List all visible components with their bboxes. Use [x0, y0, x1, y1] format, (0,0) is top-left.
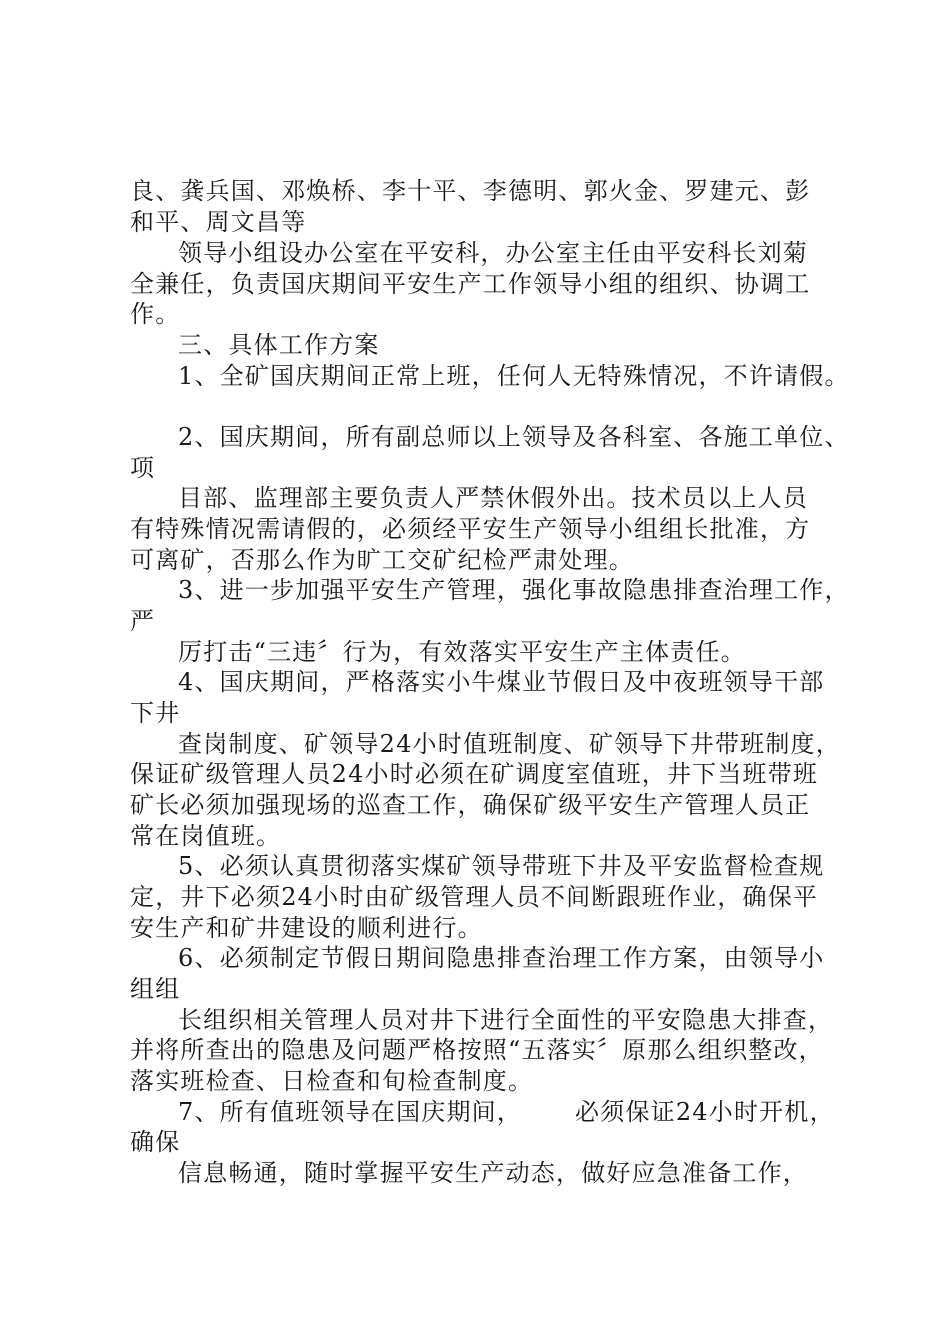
text-line: 项 [130, 454, 156, 482]
text-line: 矿长必须加强现场的巡查工作，确保矿级平安生产管理人员正 [130, 791, 811, 819]
text-line: 安生产和矿井建设的顺利进行。 [130, 914, 483, 942]
text-line: 7、所有值班领导在国庆期间， 必须保证24小时开机， [178, 1098, 835, 1126]
text-line: 5、必须认真贯彻落实煤矿领导带班下井及平安监督检查规 [178, 852, 825, 880]
text-line: 可离矿，否那么作为旷工交矿纪检严肃处理。 [130, 546, 634, 574]
text-line: 目部、监理部主要负责人严禁休假外出。技术员以上人员 [178, 484, 808, 512]
text-line: 4、国庆期间，严格落实小牛煤业节假日及中夜班领导干部 [178, 668, 825, 696]
text-line: 下井 [130, 699, 181, 727]
text-line: 厉打击“三违〞行为，有效落实平安生产主体责任。 [178, 638, 746, 666]
text-line: 良、龚兵国、邓焕桥、李十平、李德明、郭火金、罗建元、彭 [130, 177, 811, 205]
text-line: 2、国庆期间，所有副总师以上领导及各科室、各施工单位、 [178, 423, 850, 451]
text-line: 定，井下必须24小时由矿级管理人员不间断跟班作业，确保平 [130, 883, 819, 911]
text-line: 全兼任，负责国庆期间平安生产工作领导小组的组织、协调工 [130, 270, 811, 298]
text-line: 3、进一步加强平安生产管理，强化事故隐患排查治理工作， [178, 576, 850, 604]
text-line: 确保 [130, 1128, 181, 1156]
text-line: 落实班检查、日检查和旬检查制度。 [130, 1067, 534, 1095]
section-heading: 三、具体工作方案 [178, 331, 380, 359]
text-line: 保证矿级管理人员24小时必须在矿调度室值班，井下当班带班 [130, 760, 819, 788]
text-line: 长组织相关管理人员对井下进行全面性的平安隐患大排查， [178, 1006, 834, 1034]
text-line: 有特殊情况需请假的，必须经平安生产领导小组组长批准，方 [130, 515, 811, 543]
text-line: 并将所查出的隐患及问题严格按照“五落实〞原那么组织整改， [130, 1036, 824, 1064]
text-line: 信息畅通，随时掌握平安生产动态，做好应急准备工作， [178, 1159, 808, 1187]
text-line: 6、必须制定节假日期间隐患排查治理工作方案，由领导小 [178, 944, 825, 972]
text-line: 和平、周文昌等 [130, 208, 307, 236]
text-line: 1、全矿国庆期间正常上班，任何人无特殊情况，不许请假。 [178, 362, 850, 390]
text-line: 查岗制度、矿领导24小时值班制度、矿领导下井带班制度， [178, 730, 841, 758]
text-line: 领导小组设办公室在平安科，办公室主任由平安科长刘菊 [178, 239, 808, 267]
text-line: 严 [130, 607, 156, 635]
text-line: 作。 [130, 300, 181, 328]
text-line: 常在岗值班。 [130, 822, 282, 850]
text-line: 组组 [130, 975, 181, 1003]
